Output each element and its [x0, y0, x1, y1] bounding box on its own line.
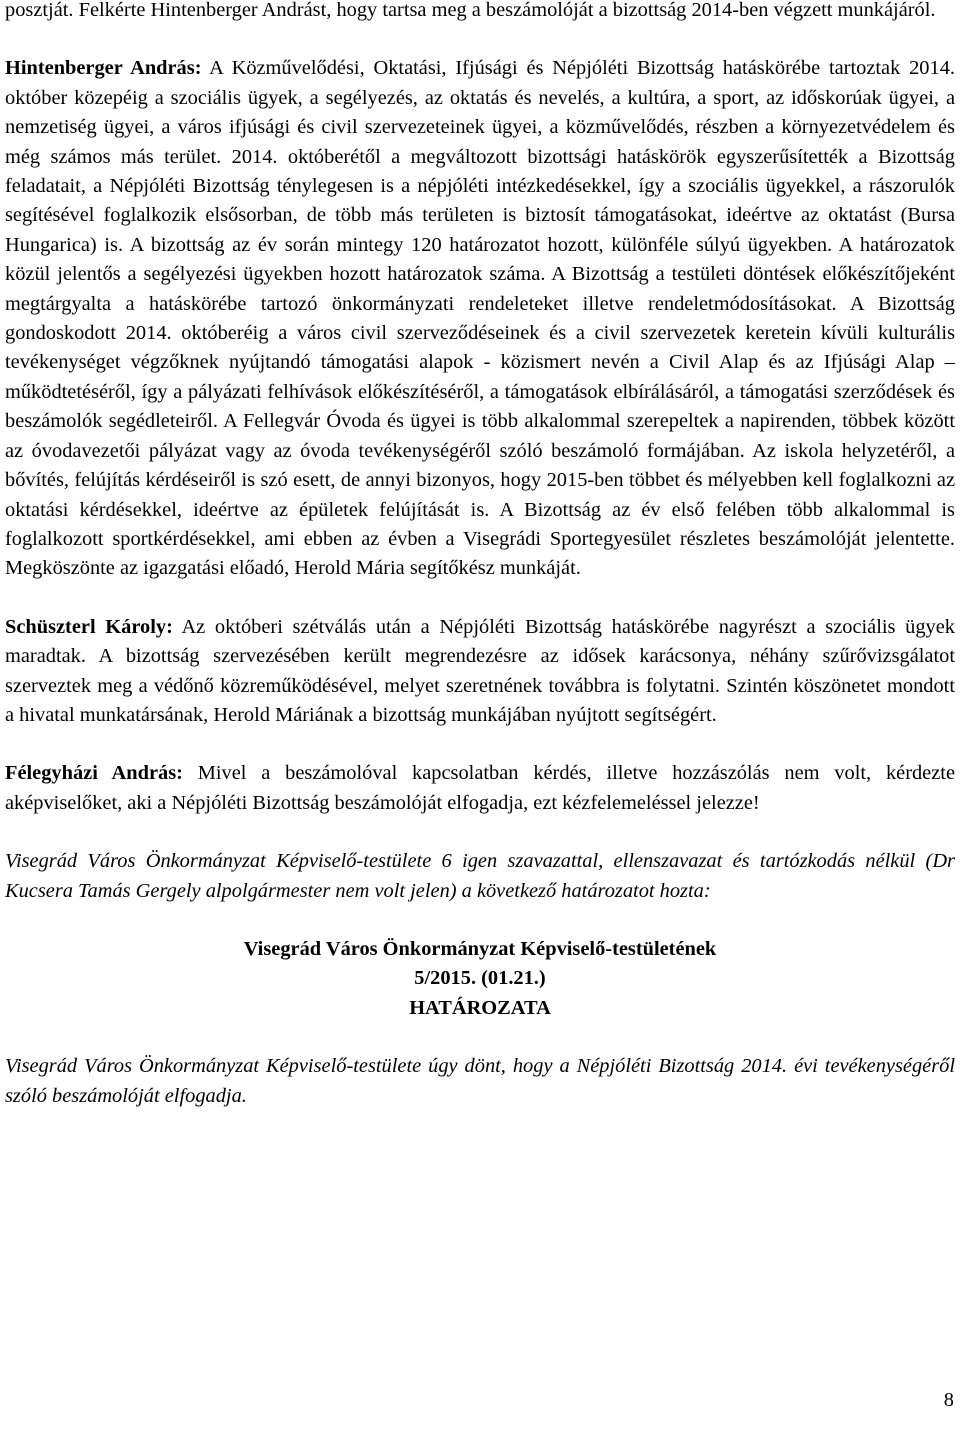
vote-statement: Visegrád Város Önkormányzat Képviselő-testülete 6 igen szavazattal, ellenszavazat és tartózkodás nélkül (Dr Kucsera Tamás Gergely alpolgármester nem volt jelen) a következő határozatot hozta: [5, 850, 955, 902]
speech-felegyhazi [5, 759, 955, 818]
resolution-number: 5/2015. (01.21.) [414, 967, 546, 990]
resolution-body-name: Visegrád Város Önkormányzat Képviselő-testületének [243, 937, 717, 960]
speaker-name: Félegyházi András: [5, 762, 183, 785]
speech-text: A Közművelődési, Oktatási, Ifjúsági és Népjóléti Bizottság hatáskörébe tartoztak 2014. október közepéig a szociális ügyek, a segélyezés, az oktatás és nevelés, a kultúra, a sport, az időskorúak ügyei, a nemzetiség ügyei, a város ifjúsági és civil szervezeteinek ügyei, a közművelődés, részben a környezetvédelem és még számos más terület. 2014. októberétől a megváltozott bizottsági hatáskörök egyszerűsítették a Bizottság feladatait, a Népjóléti Bizottság ténylegesen is a népjóléti intézkedésekkel, így a szociális ügyekkel, a rászorulók segítésével foglalkozik elsősorban, de több más területen is biztosít támogatásokat, ideértve az oktatást (Bursa Hungarica) is. A bizottság az év során mintegy 120 határozatot hozott, különféle súlyú ügyekben. A határozatok közül jelentős a segélyezési ügyekben hozott határozatok száma. A Bizottság a testületi döntések előkészítőjeként megtárgyalta a hatáskörébe tartozó önkormányzati rendeleteket illetve rendeletmódosításokat. A Bizottság gondoskodott 2014. októberéig a város civil szerveződéseinek és a civil szervezetek keretein kívüli kulturális tevékenységet végzőknek nyújtandó támogatási alapok - közismert nevén a Civil Alap és az Ifjúsági Alap – működtetéséről, így a pályázati felhívások előkészítéséről, a támogatások elbírálásáról, a támogatási szerződések és beszámolók segédleteiről. A Fellegvár Óvoda és ügyei is több alkalommal szerepeltek a napirenden, többek között az óvodavezetői pályázat vagy az óvoda tevékenységéről szóló beszámoló formájában. Az iskola helyzetéről, a bővítés, felújítás kérdéseiről is szó esett, de annyi bizonyos, hogy 2015-ben többet és mélyebben kell foglalkozni az oktatási kérdésekkel, ideértve az épületek felújítását is. A Bizottság az év első felében több alkalommal is foglalkozott sportkérdésekkel, ami ebben az évben a Visegrádi Sportegyesület részletes beszámolóját jelentette. Megköszönte az igazgatási előadó, Herold Mária segítőkész munkáját. [5, 57, 955, 580]
speech-schuszterl [5, 613, 955, 731]
speaker-name: Schüszterl Károly: [5, 615, 173, 638]
speech-hintenberger [5, 54, 955, 583]
resolution-title: HATÁROZATA [409, 996, 551, 1019]
intro-paragraph: posztját. Felkérte Hintenberger Andrást, hogy tartsa meg a beszámolóját a bizottság 2014-ben végzett munkájáról. [5, 0, 936, 21]
speech-text: Mivel a beszámolóval kapcsolatban kérdés, illetve hozzászólás nem volt, kérdezte aképviselőket, aki a Népjóléti Bizottság beszámolóját elfogadja, ezt kézfelemeléssel jelezze! [5, 762, 955, 814]
resolution-text: Visegrád Város Önkormányzat Képviselő-testülete úgy dönt, hogy a Népjóléti Bizottság 2014. évi tevékenységéről szóló beszámolóját elfogadja. [5, 1055, 955, 1107]
speech-text: Az októberi szétválás után a Népjóléti Bizottság hatáskörébe nagyrészt a szociális ügyek maradtak. A bizottság szervezésében került megrendezésre az idősek karácsonya, néhány szűrővizsgálatot szerveztek meg a védőnő közreműködésével, melyet szeretnének továbbra is folytatni. Szintén köszönetet mondott a hivatal munkatársának, Herold Máriának a bizottság munkájában nyújtott segítségért. [5, 615, 955, 726]
page-number: 8 [943, 1389, 954, 1411]
resolution-heading [5, 935, 955, 1023]
document-page [5, 0, 955, 1140]
speaker-name: Hintenberger András: [5, 57, 202, 80]
